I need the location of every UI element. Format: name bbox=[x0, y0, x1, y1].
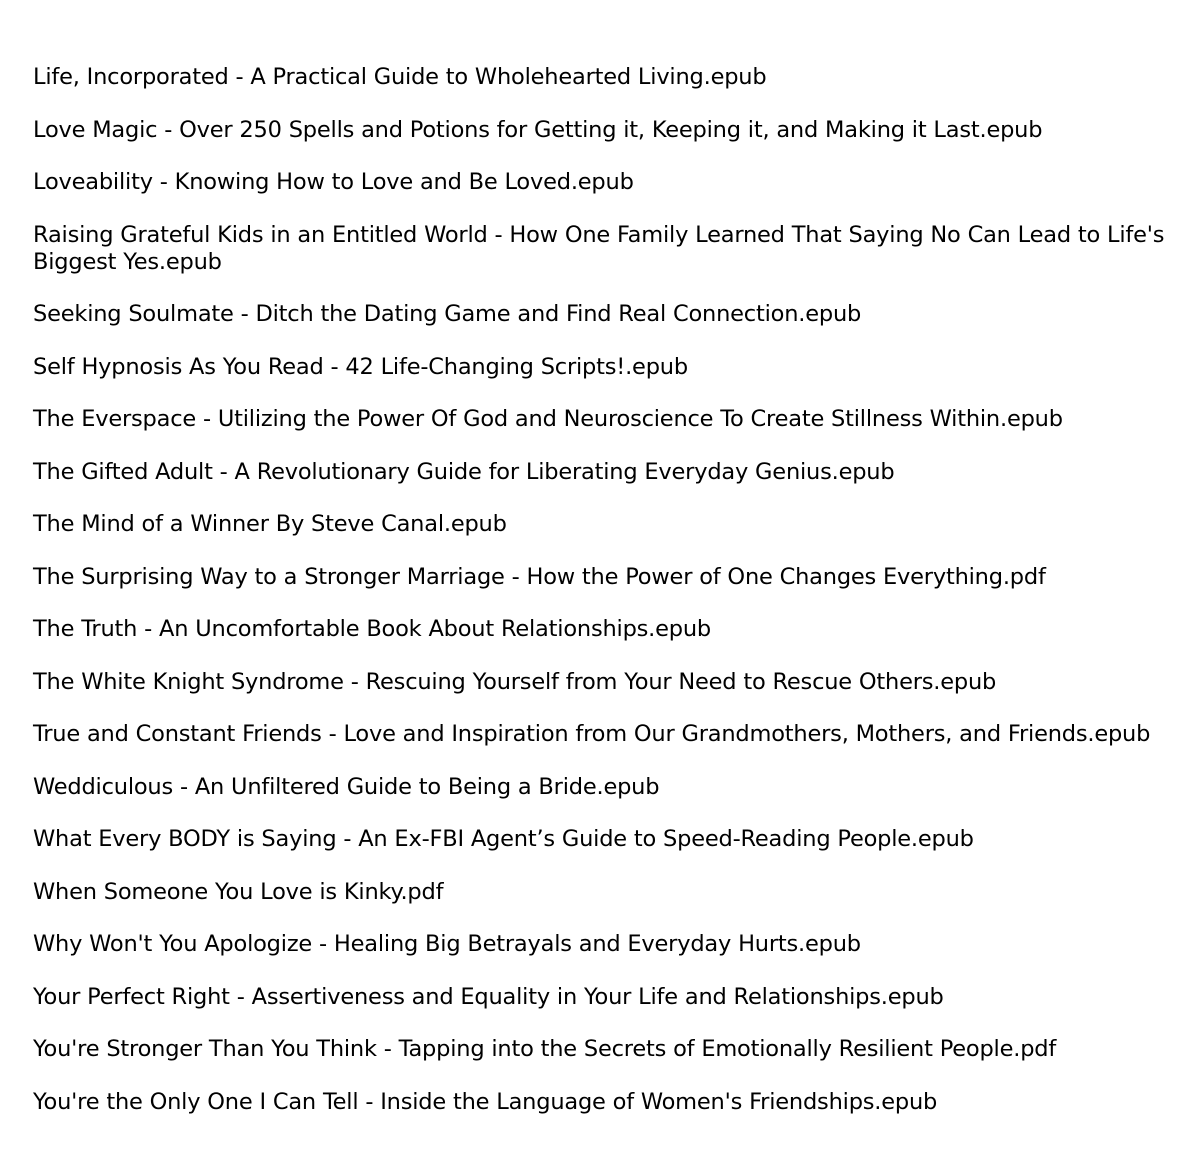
file-entry: Weddiculous - An Unfiltered Guide to Being a Bride.epub bbox=[33, 773, 660, 800]
file-entry: The Surprising Way to a Stronger Marriage - How the Power of One Changes Everything.pdf bbox=[33, 563, 1046, 590]
file-entry: Love Magic - Over 250 Spells and Potions for Getting it, Keeping it, and Making it Last.epub bbox=[33, 116, 1043, 143]
file-entry: Life, Incorporated - A Practical Guide to Wholehearted Living.epub bbox=[33, 64, 767, 90]
file-entry: You're the Only One I Can Tell - Inside the Language of Women's Friendships.epub bbox=[33, 1088, 938, 1115]
file-entry: Self Hypnosis As You Read - 42 Life-Changing Scripts!.epub bbox=[33, 353, 688, 380]
file-list-page bbox=[33, 64, 1173, 1141]
file-entry: Your Perfect Right - Assertiveness and Equality in Your Life and Relationships.epub bbox=[33, 983, 944, 1010]
file-entry: When Someone You Love is Kinky.pdf bbox=[33, 878, 444, 905]
file-entry: Loveability - Knowing How to Love and Be Loved.epub bbox=[33, 169, 634, 195]
file-entry: True and Constant Friends - Love and Inspiration from Our Grandmothers, Mothers, and Friends.epub bbox=[33, 721, 1151, 747]
file-entry: The Everspace - Utilizing the Power Of God and Neuroscience To Create Stillness Within.epub bbox=[33, 406, 1063, 432]
file-entry: The Mind of a Winner By Steve Canal.epub bbox=[33, 511, 507, 537]
file-entry: The Truth - An Uncomfortable Book About Relationships.epub bbox=[33, 616, 712, 642]
file-entry: The White Knight Syndrome - Rescuing Yourself from Your Need to Rescue Others.epub bbox=[33, 668, 997, 695]
file-list bbox=[33, 64, 1173, 1116]
file-entry: Seeking Soulmate - Ditch the Dating Game and Find Real Connection.epub bbox=[33, 301, 862, 327]
file-entry: You're Stronger Than You Think - Tapping into the Secrets of Emotionally Resilient People.pdf bbox=[33, 1036, 1057, 1062]
file-entry: Raising Grateful Kids in an Entitled World - How One Family Learned That Saying No Can Lead to Life's Biggest Yes.epub bbox=[33, 221, 1165, 275]
file-entry: Why Won't You Apologize - Healing Big Betrayals and Everyday Hurts.epub bbox=[33, 931, 861, 957]
file-entry: The Gifted Adult - A Revolutionary Guide for Liberating Everyday Genius.epub bbox=[33, 458, 895, 485]
file-entry: What Every BODY is Saying - An Ex-FBI Agent’s Guide to Speed-Reading People.epub bbox=[33, 826, 974, 852]
